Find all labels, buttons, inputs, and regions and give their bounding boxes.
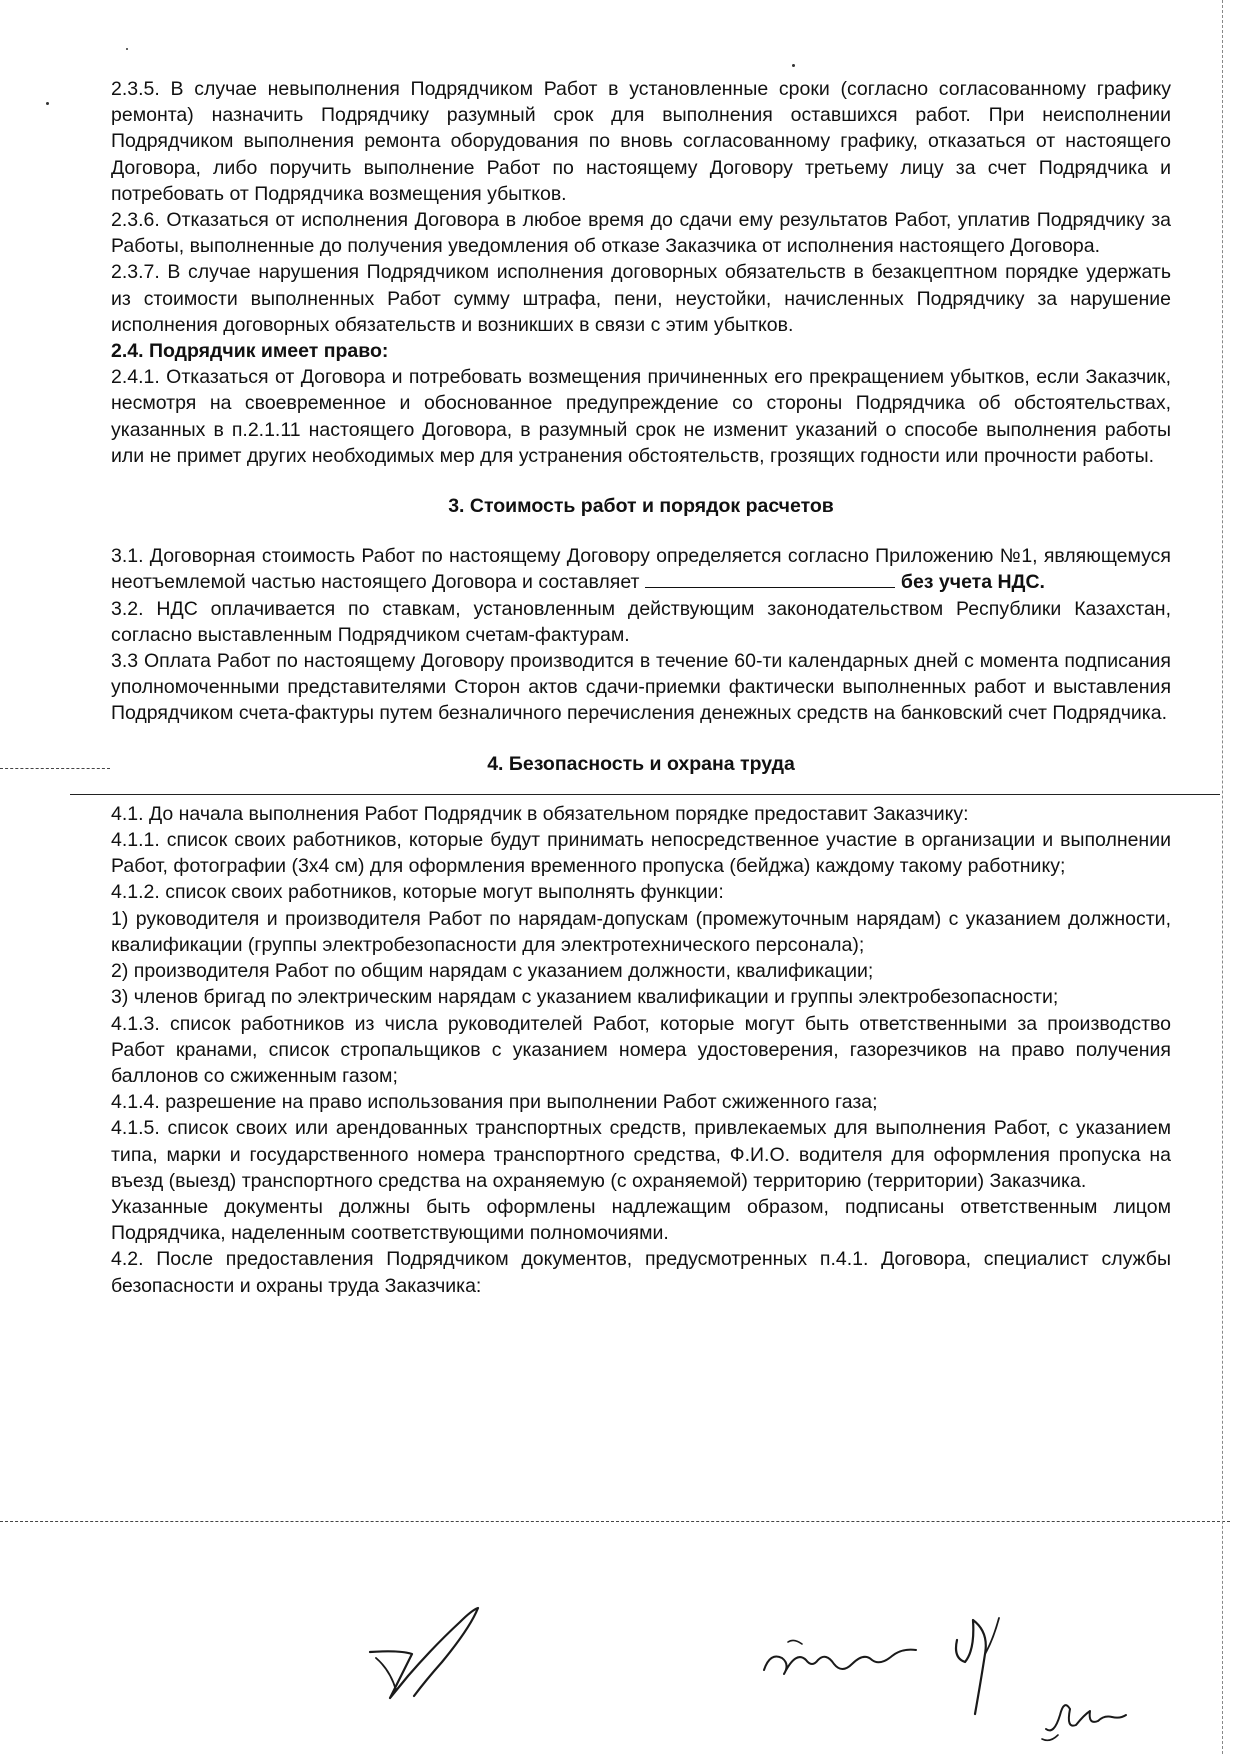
signature-right-tall xyxy=(945,1610,1015,1720)
clause-2-3-6: 2.3.6. Отказаться от исполнения Договора в любое время до сдачи ему результатов Работ, уплатив Подрядчику за Работы, выполненные до получения уведомления об отказе Заказчика от исполнения настоящего Договора. xyxy=(111,209,1171,258)
clause-2-4-1: 2.4.1. Отказаться от Договора и потребовать возмещения причиненных его прекращением убытков, если Заказчик, несмотря на своевременное и обоснованное предупреждение со стороны Подрядчика об обстоятельствах, указанных в п.2.1.11 настоящего Договора, в разумный срок не изменит указаний о способе выполнения работы или не примет других необходимых мер для устранения обстоятельств, грозящих годности или прочности работы. xyxy=(111,366,1171,467)
signature-left xyxy=(360,1600,500,1710)
clause-4-2: 4.2. После предоставления Подрядчиком документов, предусмотренных п.4.1. Договора, специалист службы безопасности и охраны труда Заказчика: xyxy=(111,1248,1171,1297)
clause-2-3-5: 2.3.5. В случае невыполнения Подрядчиком Работ в установленные сроки (согласно согласованному графику ремонта) назначить Подрядчику разумный срок для выполнения оставшихся работ. При неисполнении Подрядчиком выполнения ремонта оборудования по вновь согласованному графику, отказаться от настоящего Договора, либо поручить выполнение Работ по настоящему Договору третьему лицу за счет Подрядчика и потребовать от Подрядчика возмещения убытков. xyxy=(111,78,1171,205)
clause-4-1-3: 4.1.3. список работников из числа руководителей Работ, которые могут быть ответственными за производство Работ кранами, список стропальщиков с указанием номера удостоверения, газорезчиков на право получения баллонов со сжиженным газом; xyxy=(111,1012,1171,1087)
amount-blank-line xyxy=(645,569,895,588)
clause-3-2: 3.2. НДС оплачивается по ставкам, установленным действующим законодательством Республики Казахстан, согласно выставленным Подрядчиком счетам-фактурам. xyxy=(111,597,1171,646)
clause-3-3: 3.3 Оплата Работ по настоящему Договору производится в течение 60-ти календарных дней с момента подписания уполномоченными представителями Сторон актов сдачи-приемки фактически выполненных работ и выставления Подрядчиком счета-фактуры путем безналичного перечисления денежных средств на банковский счет Подрядчика. xyxy=(111,650,1171,725)
section-3-title: 3. Стоимость работ и порядок расчетов xyxy=(448,495,834,518)
section-4-title: 4. Безопасность и охрана труда xyxy=(487,752,795,775)
list-item-3: 3) членов бригад по электрическим нарядам с указанием квалификации и группы электробезопасности; xyxy=(111,986,1059,1009)
clause-3-1 xyxy=(111,543,1171,595)
scan-speck xyxy=(792,64,795,67)
clause-2-3-7: 2.3.7. В случае нарушения Подрядчиком исполнения договорных обязательств в безакцептном порядке удержать из стоимости выполненных Работ сумму штрафа, пени, неустойки, начисленных Подрядчику за нарушение исполнения договорных обязательств и возникших в связи с этим убытков. xyxy=(111,261,1171,336)
scan-line xyxy=(0,768,110,769)
scan-line xyxy=(1222,0,1223,1754)
initials-bottom-right xyxy=(1040,1685,1130,1745)
clause-4-1-2: 4.1.2. список своих работников, которые могут выполнять функции: xyxy=(111,881,724,904)
clause-3-1-vat-note: без учета НДС. xyxy=(900,571,1045,594)
scan-line xyxy=(0,1521,1230,1522)
documents-note: Указанные документы должны быть оформлены надлежащим образом, подписаны ответственным лицом Подрядчика, наделенным соответствующими полномочиями. xyxy=(111,1195,1171,1245)
clause-3-1-text: 3.1. Договорная стоимость Работ по настоящему Договору определяется согласно Приложению №1, являющемуся неотъемлемой частью настоящего Договора и составляет xyxy=(111,545,1171,594)
scan-speck xyxy=(126,48,128,50)
scan-speck xyxy=(46,102,49,105)
clause-4-1-4: 4.1.4. разрешение на право использования при выполнении Работ сжиженного газа; xyxy=(111,1091,878,1114)
clause-2-4-heading: 2.4. Подрядчик имеет право: xyxy=(111,340,389,363)
list-item-1: 1) руководителя и производителя Работ по нарядам-допускам (промежуточным нарядам) с указанием должности, квалификации (группы электробезопасности для электротехнического персонала); xyxy=(111,907,1171,956)
document-body xyxy=(111,76,1171,1299)
clause-4-1-5: 4.1.5. список своих или арендованных транспортных средств, привлекаемых для выполнения Работ, с указанием типа, марки и государственного номера транспортного средства, Ф.И.О. водителя для оформления пропуска на въезд (выезд) транспортного средства на охраняемую (с охраняемой) территорию (территории) Заказчика. xyxy=(111,1117,1171,1192)
clause-4-1-1: 4.1.1. список своих работников, которые будут принимать непосредственное участие в организации и выполнении Работ, фотографии (3х4 см) для оформления временного пропуска (бейджа) каждому такому работнику; xyxy=(111,829,1171,878)
signature-middle xyxy=(760,1630,930,1690)
list-item-2: 2) производителя Работ по общим нарядам с указанием должности, квалификации; xyxy=(111,960,874,983)
clause-4-1: 4.1. До начала выполнения Работ Подрядчик в обязательном порядке предоставит Заказчику: xyxy=(111,802,969,825)
